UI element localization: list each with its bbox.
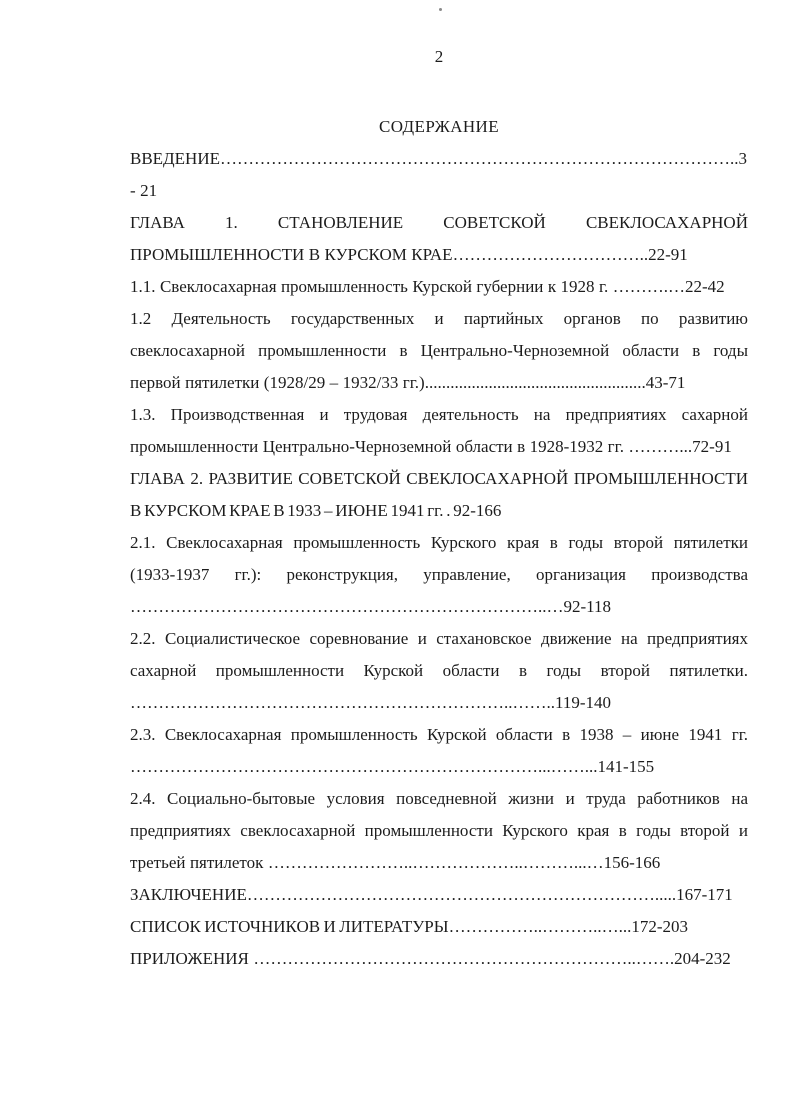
toc-entry-2-2: 2.2. Социалистическое соревнование и стахановское движение на предприятиях сахарной промышленности Курской области в годы второй пятилетки. …………………………………………………………..……..119-140: [130, 629, 748, 712]
toc-entry-appendices: ПРИЛОЖЕНИЯ …………………………………………………………..…….204-232: [130, 949, 731, 968]
toc-entry-2-1: 2.1. Свеклосахарная промышленность Курского края в годы второй пятилетки (1933-1937 гг.): реконструкция, управление, организация производства ………………………………………………………………..…92-118: [130, 533, 748, 616]
toc-entry-2-3: 2.3. Свеклосахарная промышленность Курской области в 1938 – июне 1941 гг. ………………………………………………………………...……...141-155: [130, 725, 748, 776]
scan-artifact-dot: [439, 8, 442, 11]
table-of-contents: [130, 143, 748, 975]
toc-entry-1-1: 1.1. Свеклосахарная промышленность Курской губернии к 1928 г. ……….…22-42: [130, 277, 725, 296]
page-number: 2: [434, 47, 444, 66]
toc-entry-introduction: ВВЕДЕНИЕ………………………………………………………………………………..3 - 21: [130, 149, 747, 200]
toc-entry-chapter-1: ГЛАВА 1. СТАНОВЛЕНИЕ СОВЕТСКОЙ СВЕКЛОСАХАРНОЙ ПРОМЫШЛЕННОСТИ В КУРСКОМ КРАЕ……………………………..22-91: [130, 213, 748, 264]
toc-title: СОДЕРЖАНИЕ: [378, 117, 500, 136]
toc-entry-1-3: 1.3. Производственная и трудовая деятельность на предприятиях сахарной промышленности Центрально-Черноземной области в 1928-1932 гг. ………...72-91: [130, 405, 748, 456]
toc-entry-conclusion: ЗАКЛЮЧЕНИЕ……………………………………………………………….....167-171: [130, 885, 733, 904]
toc-entry-2-4: 2.4. Социально-бытовые условия повседневной жизни и труда работников на предприятиях свеклосахарной промышленности Курского края в годы второй и третьей пятилеток ……………………..………………..………...…156-166: [130, 789, 748, 872]
toc-entry-1-2: 1.2 Деятельность государственных и партийных органов по развитию свеклосахарной промышленности в Центрально-Черноземной области в годы первой пятилетки (1928/29 – 1932/33 гг.)....................................................43-71: [130, 309, 748, 392]
toc-entry-sources: СПИСОК ИСТОЧНИКОВ И ЛИТЕРАТУРЫ……………..………..…...172-203: [130, 917, 688, 936]
toc-entry-chapter-2: ГЛАВА 2. РАЗВИТИЕ СОВЕТСКОЙ СВЕКЛОСАХАРНОЙ ПРОМЫШЛЕННОСТИ В КУРСКОМ КРАЕ В 1933 – ИЮНЕ 1941 гг. . 92-166: [130, 469, 748, 520]
